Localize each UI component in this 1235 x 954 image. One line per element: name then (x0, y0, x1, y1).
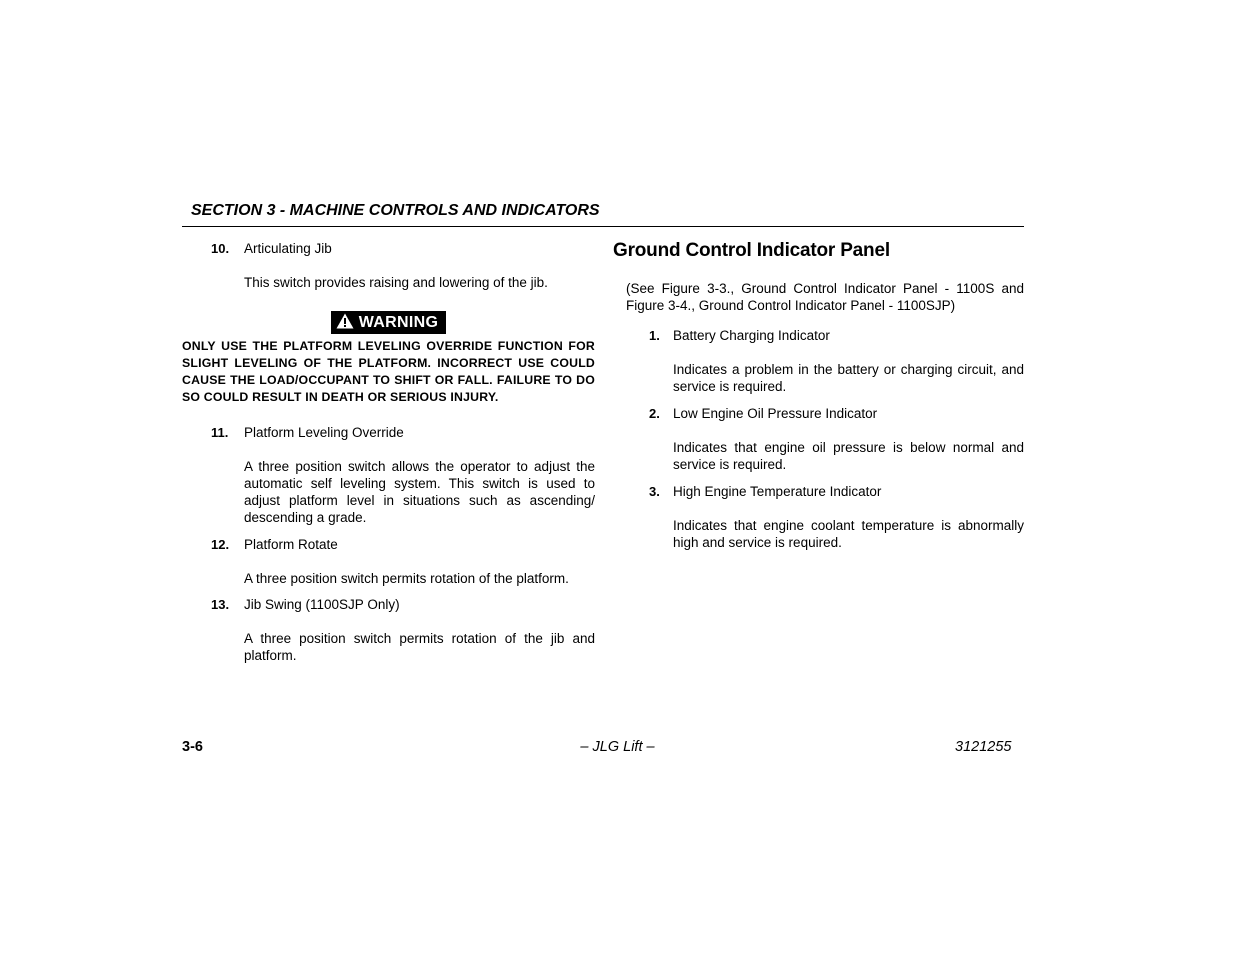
item-label: Platform Leveling Override (244, 425, 404, 440)
list-item-1 (613, 327, 1024, 395)
item-label: Articulating Jib (244, 241, 332, 256)
list-item-11 (182, 424, 595, 526)
list-item-2 (613, 405, 1024, 473)
item-description: Indicates that engine oil pressure is below normal and service is required. (673, 440, 1024, 472)
item-label: Jib Swing (1100SJP Only) (244, 597, 400, 612)
item-description: Indicates that engine coolant temperature is abnormally high and service is required. (673, 518, 1024, 550)
item-description: A three position switch allows the operator to adjust the automatic self leveling system. This switch is used to adjust platform level in situations such as ascending/ descending a grade. (244, 459, 595, 525)
warning-triangle-icon (336, 313, 354, 329)
item-label: High Engine Temperature Indicator (673, 484, 882, 499)
item-number: 1. (649, 328, 660, 343)
list-item-12 (182, 536, 595, 587)
item-label: Low Engine Oil Pressure Indicator (673, 406, 878, 421)
item-number: 12. (211, 537, 230, 552)
page-number: 3-6 (182, 739, 203, 755)
left-column (182, 240, 595, 664)
item-description: Indicates a problem in the battery or charging circuit, and service is required. (673, 362, 1024, 394)
item-number: 13. (211, 597, 230, 612)
item-number: 11. (211, 425, 229, 440)
section-heading: Ground Control Indicator Panel (613, 240, 890, 261)
section-title: SECTION 3 - MACHINE CONTROLS AND INDICATORS (191, 202, 600, 219)
document-number: 3121255 (955, 739, 1012, 755)
list-item-10 (182, 240, 595, 291)
item-description: A three position switch permits rotation of the platform. (244, 571, 569, 586)
item-description: This switch provides raising and lowering of the jib. (244, 275, 548, 290)
list-item-13 (182, 596, 595, 664)
warning-label: WARNING (358, 314, 439, 331)
item-label: Platform Rotate (244, 537, 338, 552)
warning-text: ONLY USE THE PLATFORM LEVELING OVERRIDE FUNCTION FOR SLIGHT LEVELING OF THE PLATFORM. INCORRECT USE COULD CAUSE THE LOAD/OCCUPANT TO SHIFT OR FALL. FAILURE TO DO SO COULD RESULT IN DEATH OR SERIOUS INJURY. (182, 339, 595, 404)
header-rule (182, 226, 1024, 227)
warning-block (182, 311, 595, 334)
intro-paragraph: (See Figure 3-3., Ground Control Indicator Panel - 1100S and Figure 3-4., Ground Control Indicator Panel - 1100SJP) (626, 281, 1024, 313)
list-item-3 (613, 483, 1024, 551)
warning-badge (331, 311, 446, 334)
item-number: 10. (211, 241, 230, 256)
item-number: 2. (649, 406, 660, 421)
right-column (613, 240, 1024, 551)
item-label: Battery Charging Indicator (673, 328, 830, 343)
item-number: 3. (649, 484, 660, 499)
item-description: A three position switch permits rotation of the jib and platform. (244, 631, 595, 663)
footer-brand: – JLG Lift – (580, 739, 655, 755)
